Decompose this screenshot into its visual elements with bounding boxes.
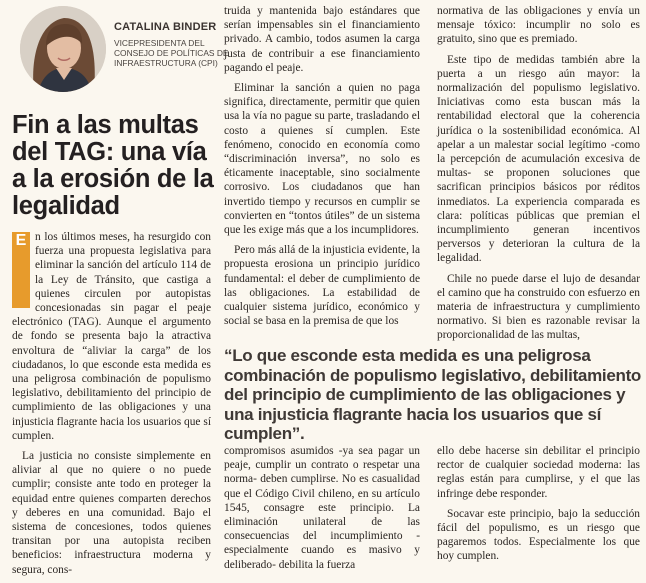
column-2 [224, 4, 420, 334]
author-photo [20, 6, 106, 92]
headline: Fin a las multas del TAG: una vía a la erosión de la legalidad [12, 111, 214, 220]
pull-quote: “Lo que esconde esta medida es una peligrosa combinación de populismo legislativo, debilitamiento del principio de cumplimiento de las obligaciones y una injusticia flagrante hacia los usuarios que sí cumplen”. [224, 346, 642, 443]
col3b-paragraph-1: ello debe hacerse sin debilitar el principio rector de cualquier sociedad moderna: las reglas están para cumplirse, y el que las infringe debe responder. [437, 445, 640, 500]
col3-paragraph-3: Chile no puede darse el lujo de desandar el camino que ha construido con esfuerzo en materia de infraestructura y cumplimiento normativo. Si bien es razonable revisar la proporcionalidad de las multas, [437, 272, 640, 342]
author-name: CATALINA BINDER [114, 21, 217, 33]
col3b-paragraph-2: Socavar este principio, bajo la seducción fácil del populismo, es un riesgo que pagaremos todos. Especialmente los que hoy cumplen. [437, 507, 640, 563]
col3-paragraph-2: Este tipo de medidas también abre la puerta a un riesgo aún mayor: la normalización del populismo legislativo. Iniciativas como esta buscan más la rentabilidad electoral que la coherencia jurídica o la sostenibilidad económica. Al apelar a un malestar social legítimo -como la percepción de acumulación excesiva de multas- se proponen soluciones que sacrifican principios básicos por réditos inmediatos. La experiencia comparada es clara: políticas públicas que premian el incumplimiento generan incentivos perversos y deterioran la cultura de la legalidad. [437, 53, 640, 265]
author-photo-image [20, 6, 106, 92]
column-3-continued [437, 444, 640, 570]
author-role: VICEPRESIDENTA DEL CONSEJO DE POLÍTICAS DE INFRAESTRUCTURA (CPI) [114, 38, 229, 68]
col1-paragraph-2: La justicia no consiste simplemente en aliviar al que no quiere o no puede cumplir; consiste ante todo en proteger la equidad entre quienes comparten derechos y deberes en una comunidad. Bajo el sistema de concesiones, todos quienes transitan por una autopista reciben beneficios: infraestructura moderna y segura, cons- [12, 450, 211, 576]
col1-paragraph-1: E n los últimos meses, ha resurgido con fuerza una propuesta legislativa para eliminar la sanción del artículo 114 de la Ley de Tránsito, que castiga a quienes circulen por autopistas concesionadas sin pagar el peaje electrónico (TAG). Aunque el argumento de fondo se presenta bajo la atractiva envoltura de “aliviar la carga” de los ciudadanos, lo que esconde esta medida es una peligrosa combinación de populismo legislativo, debilitamiento del principio de cumplimiento de las obligaciones y una injusticia flagrante hacia los usuarios que sí cumplen. [12, 231, 211, 442]
col2-paragraph-2: Eliminar la sanción a quien no paga significa, directamente, permitir que quien usa la vía no pague su parte, trasladando el costo a quienes sí cumplen. Este fenómeno, conocido en economía como “discriminación inversa”, no solo es éticamente inaceptable, sino socialmente corrosivo. Los ciudadanos que han invertido tiempo y recursos en cumplir se convierten en “tontos útiles” de un sistema que les exige más que a los incumplidores. [224, 82, 420, 237]
col3-paragraph-1: normativa de las obligaciones y envía un mensaje tóxico: incumplir no solo es gratuito, sino que es premiado. [437, 5, 640, 46]
col2-paragraph-3: Pero más allá de la injusticia evidente, la propuesta erosiona un principio jurídico fundamental: el deber de cumplimiento de las obligaciones. La estabilidad de cualquier sistema jurídico, económico y social se basa en la premisa de que los [224, 244, 420, 328]
col2b-paragraph-1: compromisos asumidos -ya sea pagar un peaje, cumplir un contrato o respetar una norma- deben cumplirse. No es casualidad que el Código Civil chileno, en su artículo 1545, consagre este principio. La eliminación unilateral de las consecuencias del incumplimiento -especialmente cuando es masivo y deliberado- debilita la fuerza [224, 445, 420, 571]
column-1 [12, 230, 211, 583]
col2-paragraph-1: truida y mantenida bajo estándares que serían impensables sin el financiamiento privado. A cambio, todos asumen la carga justa de contribuir a ese financiamiento pagando el peaje. [224, 5, 420, 74]
column-3 [437, 4, 640, 349]
column-2-continued [224, 444, 420, 578]
drop-cap: E [12, 232, 30, 308]
